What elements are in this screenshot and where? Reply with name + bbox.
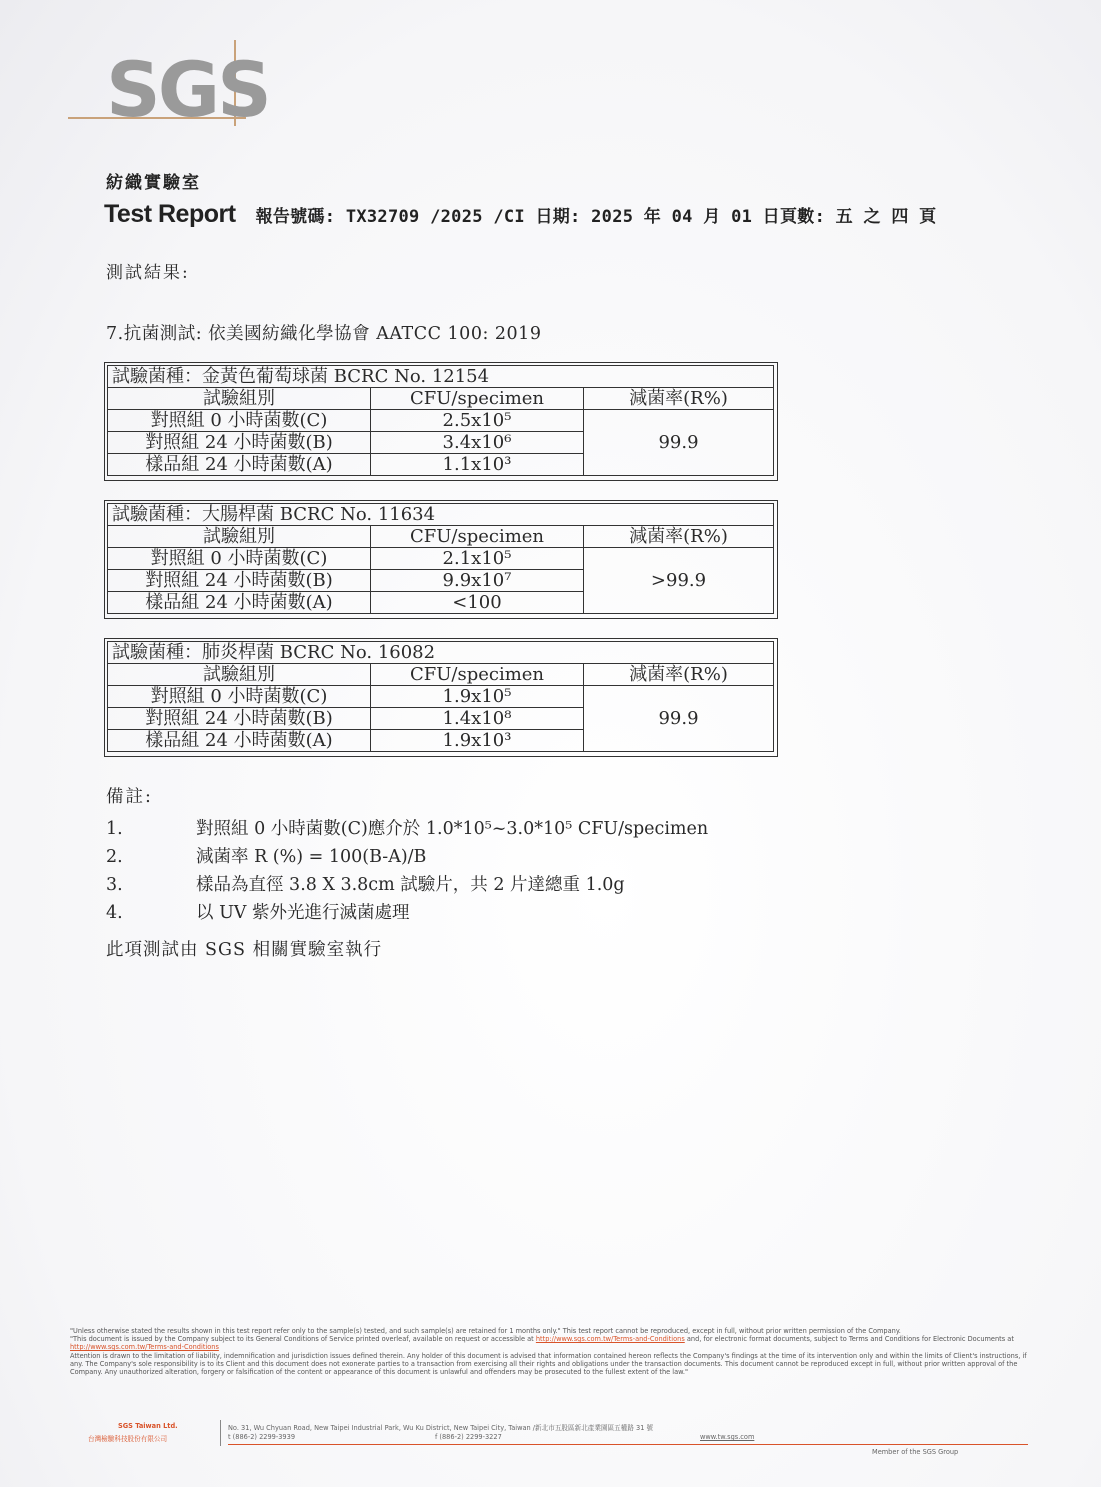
reduction-rate: 99.9 [584,410,774,476]
note-number: 1. [106,819,123,839]
report-header [104,200,936,229]
reduction-rate: >99.9 [584,548,774,614]
row-label: 樣品組 24 小時菌數(A) [108,730,371,752]
note-text: 樣品為直徑 3.8 X 3.8cm 試驗片，共 2 片達總重 1.0g [196,875,625,895]
disclaimer-text: "This document is issued by the Company subject to its General Conditions of Service printed overleaf, available on request or accessible at [70,1335,534,1344]
notes-section [106,783,708,927]
report-title: Test Report [104,200,236,228]
table-row [108,410,774,432]
company-name-zh: 台灣檢驗科技股份有限公司 [88,1435,168,1443]
cfu-value: <100 [371,592,584,614]
reduction-rate: 99.9 [584,686,774,752]
note-number: 3. [106,875,123,895]
terms-link[interactable]: http://www.sgs.com.tw/Terms-and-Conditions [535,1335,685,1344]
note-number: 4. [106,903,123,923]
disclaimer-paragraph-3: Attention is drawn to the limitation of liability, indemnification and jurisdiction issues defined therein. Any holder of this document is advised that information contained hereon reflects the Company's findings at the time of its intervention only and within the limits of Client's instructions, if any. The Company's sole responsibility is to its Client and this document does not exonerate parties to a transaction from exercising all their rights and obligations under the transaction documents. This document cannot be reproduced except in full, without prior written approval of the Company. Any unauthorized alteration, forgery or falsification of the content or appearance of this document is unlawful and offenders may be prosecuted to the fullest extent of the law." [70,1351,1027,1377]
cfu-value: 1.9x10⁵ [371,686,584,708]
col-rate-header: 減菌率(R%) [584,664,774,686]
row-label: 樣品組 24 小時菌數(A) [108,592,371,614]
row-label: 對照組 0 小時菌數(C) [108,686,371,708]
col-cfu-header: CFU/specimen [371,526,584,548]
cfu-value: 1.1x10³ [371,454,584,476]
note-item [106,871,708,899]
row-label: 樣品組 24 小時菌數(A) [108,454,371,476]
note-text: 減菌率 R (%) = 100(B-A)/B [196,847,427,867]
notes-heading: 備註: [106,787,153,807]
section-title: 7.抗菌測試: 依美國紡織化學協會 AATCC 100: 2019 [106,324,542,344]
disclaimer-text: and, for electronic format documents, subject to Terms and Conditions for Electronic Documents at [686,1335,1014,1344]
note-text: 以 UV 紫外光進行滅菌處理 [196,903,410,923]
results-label: 測試結果: [106,263,190,283]
row-label: 對照組 24 小時菌數(B) [108,570,371,592]
report-number-line: 報告號碼: TX32709 /2025 /CI 日期: 2025 年 04 月 01 日頁數: 五 之 四 頁 [255,207,937,227]
table-header-row [108,664,774,686]
bacteria-table-1 [107,365,774,476]
closing-statement: 此項測試由 SGS 相關實驗室執行 [106,940,383,960]
sgs-logo [100,40,270,134]
note-number: 2. [106,847,123,867]
electronic-terms-link[interactable]: http://www.sgs.com.tw/Terms-and-Conditions [70,1343,219,1352]
bacteria-table-2 [107,503,774,614]
row-label: 對照組 0 小時菌數(C) [108,410,371,432]
cfu-value: 1.9x10³ [371,730,584,752]
footer-disclaimer [70,1327,1040,1376]
col-group-header: 試驗組別 [108,664,371,686]
row-label: 對照組 24 小時菌數(B) [108,708,371,730]
table-header-row [108,388,774,410]
disclaimer-paragraph-2 [70,1335,1040,1351]
company-name: SGS Taiwan Ltd. [118,1422,178,1430]
table-title: 試驗菌種：大腸桿菌 BCRC No. 11634 [108,504,774,526]
footer-rule [228,1444,1028,1445]
table-header-row [108,526,774,548]
row-label: 對照組 0 小時菌數(C) [108,548,371,570]
cfu-value: 1.4x10⁸ [371,708,584,730]
note-item [106,899,708,927]
note-text: 對照組 0 小時菌數(C)應介於 1.0*10⁵~3.0*10⁵ CFU/specimen [196,819,709,839]
col-cfu-header: CFU/specimen [371,388,584,410]
cfu-value: 9.9x10⁷ [371,570,584,592]
table-title: 試驗菌種：金黃色葡萄球菌 BCRC No. 12154 [108,366,774,388]
footer-address-bar [0,1420,1101,1460]
lab-name: 紡織實驗室 [106,173,201,193]
note-item [106,843,708,871]
col-group-header: 試驗組別 [108,526,371,548]
website-link[interactable]: www.tw.sgs.com [700,1433,755,1441]
table-row [108,548,774,570]
cfu-value: 2.1x10⁵ [371,548,584,570]
fax: f (886-2) 2299-3227 [435,1433,502,1441]
cfu-value: 2.5x10⁵ [371,410,584,432]
member-label: Member of the SGS Group [872,1448,959,1456]
col-rate-header: 減菌率(R%) [584,526,774,548]
row-label: 對照組 24 小時菌數(B) [108,432,371,454]
disclaimer-paragraph-1: "Unless otherwise stated the results shown in this test report refer only to the sample(s) tested, and such sample(s) are retained for 1 months only." This test report cannot be reproduced, except in full, without prior written permission of the Company. [70,1327,901,1335]
col-group-header: 試驗組別 [108,388,371,410]
cfu-value: 3.4x10⁶ [371,432,584,454]
bacteria-table-3 [107,641,774,752]
table-row [108,686,774,708]
col-rate-header: 減菌率(R%) [584,388,774,410]
company-address: No. 31, Wu Chyuan Road, New Taipei Industrial Park, Wu Ku District, New Taipei City, Taiwan /新北市五股區新北產業園區五權路 31 號 [228,1424,654,1432]
col-cfu-header: CFU/specimen [371,664,584,686]
telephone: t (886-2) 2299-3939 [228,1433,296,1441]
logo-text: SGS [106,45,269,134]
note-item [106,815,708,843]
footer-divider [220,1420,221,1446]
table-title: 試驗菌種：肺炎桿菌 BCRC No. 16082 [108,642,774,664]
